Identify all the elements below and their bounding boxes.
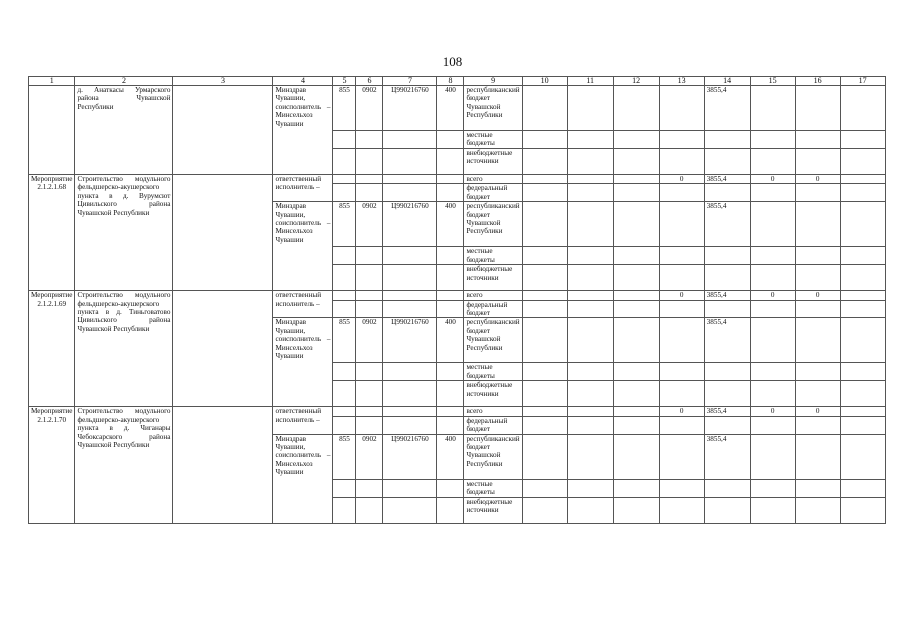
value-cell [522, 149, 567, 175]
value-cell [704, 265, 750, 291]
funding-source: республиканский бюджет Чувашской Республики [464, 318, 522, 363]
value-cell: 3855,4 [704, 407, 750, 416]
value-cell [659, 479, 704, 497]
value-cell [613, 381, 659, 407]
empty-cell [173, 175, 273, 291]
value-cell [613, 300, 659, 318]
column-number: 5 [333, 77, 356, 86]
budget-code-cell [356, 247, 383, 265]
budget-code-cell [383, 363, 437, 381]
budget-code-cell [437, 184, 464, 202]
value-cell [750, 149, 795, 175]
value-cell [840, 497, 885, 523]
event-number: Мероприятие 2.1.2.1.70 [29, 407, 75, 523]
executor-coexecutor: Минздрав Чувашии, соисполнитель – Минсельхоз Чувашии [273, 318, 333, 407]
value-cell [613, 479, 659, 497]
value-cell: 3855,4 [704, 318, 750, 363]
value-cell [795, 381, 840, 407]
value-cell [750, 86, 795, 131]
value-cell [704, 184, 750, 202]
funding-source: республиканский бюджет Чувашской Республики [464, 86, 522, 131]
budget-code-cell [333, 149, 356, 175]
budget-code-cell [356, 131, 383, 149]
value-cell [659, 184, 704, 202]
value-cell: 3855,4 [704, 202, 750, 247]
value-cell [613, 247, 659, 265]
budget-code-cell [437, 407, 464, 416]
budget-code-cell [383, 175, 437, 184]
table-row [29, 291, 886, 300]
value-cell [567, 184, 613, 202]
column-number: 9 [464, 77, 522, 86]
value-cell: 0 [750, 407, 795, 416]
executor-coexecutor: Минздрав Чувашии, соисполнитель – Минсельхоз Чувашии [273, 202, 333, 291]
funding-source: всего [464, 407, 522, 416]
value-cell [840, 416, 885, 434]
budget-code-cell [356, 300, 383, 318]
value-cell [750, 247, 795, 265]
event-name: Строительство модульного фельдшерско-акушерского пункта в д. Тиньговатово Цивильского района Чувашской Республики [75, 291, 173, 407]
value-cell [613, 149, 659, 175]
value-cell [522, 175, 567, 184]
value-cell: 0 [750, 291, 795, 300]
executor-coexecutor: Минздрав Чувашии, соисполнитель – Минсельхоз Чувашии [273, 434, 333, 523]
value-cell [522, 363, 567, 381]
column-number: 7 [383, 77, 437, 86]
value-cell [840, 86, 885, 131]
value-cell [795, 149, 840, 175]
event-number: Мероприятие 2.1.2.1.69 [29, 291, 75, 407]
budget-code-cell [356, 479, 383, 497]
value-cell [840, 434, 885, 479]
budget-code-cell [333, 363, 356, 381]
value-cell [567, 202, 613, 247]
column-number: 13 [659, 77, 704, 86]
value-cell [704, 416, 750, 434]
budget-code-cell [383, 131, 437, 149]
budget-code-cell: 400 [437, 86, 464, 131]
event-name: Строительство модульного фельдшерско-акушерского пункта в д. Чиганары Чебоксарского района Чувашской Республики [75, 407, 173, 523]
value-cell [795, 363, 840, 381]
budget-code-cell [437, 149, 464, 175]
value-cell [840, 291, 885, 300]
value-cell [840, 184, 885, 202]
value-cell [613, 416, 659, 434]
budget-code-cell [383, 497, 437, 523]
value-cell [522, 434, 567, 479]
funding-source: республиканский бюджет Чувашской Республики [464, 202, 522, 247]
value-cell [840, 131, 885, 149]
value-cell [659, 131, 704, 149]
executor-responsible: ответственный исполнитель – [273, 175, 333, 202]
budget-code-cell [437, 247, 464, 265]
column-number: 6 [356, 77, 383, 86]
value-cell [750, 300, 795, 318]
value-cell [522, 291, 567, 300]
budget-code-cell: 0902 [356, 86, 383, 131]
value-cell [795, 300, 840, 318]
budget-code-cell [333, 416, 356, 434]
value-cell [795, 434, 840, 479]
budget-code-cell: 855 [333, 318, 356, 363]
value-cell [795, 318, 840, 363]
budget-code-cell [383, 265, 437, 291]
value-cell [613, 407, 659, 416]
value-cell [567, 131, 613, 149]
column-number: 2 [75, 77, 173, 86]
value-cell: 0 [795, 291, 840, 300]
budget-code-cell [383, 381, 437, 407]
budget-code-cell [356, 497, 383, 523]
value-cell [659, 434, 704, 479]
budget-code-cell [383, 291, 437, 300]
budget-code-cell [356, 149, 383, 175]
value-cell [567, 416, 613, 434]
value-cell [840, 363, 885, 381]
budget-table [28, 76, 886, 524]
value-cell [567, 479, 613, 497]
budget-code-cell: Ц990216760 [383, 202, 437, 247]
funding-source: местные бюджеты [464, 479, 522, 497]
funding-source: республиканский бюджет Чувашской Республики [464, 434, 522, 479]
table-row [29, 86, 886, 131]
budget-code-cell [437, 291, 464, 300]
table-row [29, 175, 886, 184]
value-cell [750, 318, 795, 363]
value-cell [659, 247, 704, 265]
value-cell [840, 265, 885, 291]
budget-code-cell [356, 407, 383, 416]
funding-source: внебюджетные источники [464, 265, 522, 291]
value-cell [750, 363, 795, 381]
funding-source: местные бюджеты [464, 363, 522, 381]
executor-responsible: ответственный исполнитель – [273, 291, 333, 318]
value-cell [567, 434, 613, 479]
column-number: 4 [273, 77, 333, 86]
value-cell [750, 497, 795, 523]
funding-source: федеральный бюджет [464, 416, 522, 434]
budget-code-cell [437, 265, 464, 291]
value-cell: 0 [795, 407, 840, 416]
value-cell [522, 381, 567, 407]
budget-code-cell [356, 265, 383, 291]
budget-code-cell: 0902 [356, 318, 383, 363]
value-cell [613, 202, 659, 247]
value-cell [567, 149, 613, 175]
budget-code-cell [333, 184, 356, 202]
value-cell [840, 381, 885, 407]
event-number: Мероприятие 2.1.2.1.68 [29, 175, 75, 291]
value-cell: 0 [795, 175, 840, 184]
budget-code-cell [333, 407, 356, 416]
value-cell: 3855,4 [704, 86, 750, 131]
value-cell [704, 300, 750, 318]
value-cell [567, 363, 613, 381]
value-cell [750, 381, 795, 407]
column-number: 14 [704, 77, 750, 86]
value-cell [567, 175, 613, 184]
budget-code-cell: 400 [437, 318, 464, 363]
value-cell [750, 184, 795, 202]
value-cell [613, 497, 659, 523]
value-cell [522, 184, 567, 202]
budget-code-cell: 0902 [356, 202, 383, 247]
page-number: 108 [442, 54, 463, 69]
budget-code-cell [383, 479, 437, 497]
value-cell [567, 247, 613, 265]
value-cell [840, 247, 885, 265]
value-cell [704, 381, 750, 407]
budget-code-cell [437, 300, 464, 318]
value-cell [522, 86, 567, 131]
column-number: 16 [795, 77, 840, 86]
executor-responsible: ответственный исполнитель – [273, 407, 333, 434]
value-cell [840, 300, 885, 318]
value-cell [613, 318, 659, 363]
budget-code-cell [437, 363, 464, 381]
funding-source: всего [464, 175, 522, 184]
value-cell [795, 86, 840, 131]
event-number [29, 86, 75, 175]
budget-code-cell: 855 [333, 434, 356, 479]
budget-code-cell [333, 291, 356, 300]
budget-code-cell [437, 381, 464, 407]
value-cell [567, 300, 613, 318]
budget-code-cell [437, 497, 464, 523]
value-cell [522, 131, 567, 149]
funding-source: внебюджетные источники [464, 149, 522, 175]
value-cell [795, 479, 840, 497]
value-cell [795, 247, 840, 265]
budget-code-cell [333, 479, 356, 497]
value-cell [567, 86, 613, 131]
empty-cell [173, 407, 273, 523]
value-cell [567, 265, 613, 291]
value-cell [659, 318, 704, 363]
value-cell [659, 265, 704, 291]
value-cell [613, 434, 659, 479]
budget-code-cell [356, 175, 383, 184]
value-cell: 3855,4 [704, 291, 750, 300]
value-cell [704, 247, 750, 265]
value-cell [613, 265, 659, 291]
budget-code-cell [383, 184, 437, 202]
value-cell [522, 300, 567, 318]
value-cell [659, 202, 704, 247]
funding-source: федеральный бюджет [464, 184, 522, 202]
budget-code-cell [333, 300, 356, 318]
funding-source: местные бюджеты [464, 131, 522, 149]
value-cell [840, 175, 885, 184]
value-cell [840, 149, 885, 175]
budget-code-cell: Ц990216760 [383, 86, 437, 131]
budget-code-cell [333, 175, 356, 184]
budget-code-cell [383, 300, 437, 318]
budget-code-cell: Ц990216760 [383, 434, 437, 479]
empty-cell [173, 291, 273, 407]
value-cell [704, 131, 750, 149]
table-row [29, 407, 886, 416]
column-number: 15 [750, 77, 795, 86]
value-cell: 0 [659, 291, 704, 300]
value-cell [522, 265, 567, 291]
value-cell [522, 416, 567, 434]
budget-code-cell [333, 247, 356, 265]
column-number: 11 [567, 77, 613, 86]
budget-code-cell: 400 [437, 202, 464, 247]
value-cell [522, 247, 567, 265]
value-cell: 0 [659, 175, 704, 184]
value-cell [613, 291, 659, 300]
funding-source: внебюджетные источники [464, 381, 522, 407]
event-name: д. Анаткасы Урмарского района Чувашской Республики [75, 86, 173, 175]
value-cell [795, 265, 840, 291]
value-cell [613, 184, 659, 202]
budget-code-cell [356, 381, 383, 407]
value-cell [567, 318, 613, 363]
funding-source: внебюджетные источники [464, 497, 522, 523]
value-cell [750, 265, 795, 291]
value-cell [704, 497, 750, 523]
budget-code-cell [333, 497, 356, 523]
value-cell [659, 381, 704, 407]
value-cell [659, 497, 704, 523]
column-number: 10 [522, 77, 567, 86]
value-cell [567, 497, 613, 523]
funding-source: всего [464, 291, 522, 300]
value-cell: 0 [659, 407, 704, 416]
budget-code-cell [383, 416, 437, 434]
column-number: 12 [613, 77, 659, 86]
value-cell [659, 363, 704, 381]
value-cell: 3855,4 [704, 434, 750, 479]
value-cell [613, 86, 659, 131]
value-cell [840, 318, 885, 363]
column-number: 1 [29, 77, 75, 86]
value-cell [795, 497, 840, 523]
budget-code-cell [383, 247, 437, 265]
column-number-row [29, 77, 886, 86]
value-cell [840, 202, 885, 247]
budget-code-cell: 0902 [356, 434, 383, 479]
budget-code-cell [437, 416, 464, 434]
value-cell [659, 416, 704, 434]
value-cell [567, 291, 613, 300]
value-cell [659, 86, 704, 131]
value-cell [613, 363, 659, 381]
column-number: 17 [840, 77, 885, 86]
value-cell [613, 175, 659, 184]
value-cell [567, 407, 613, 416]
value-cell [659, 149, 704, 175]
value-cell [704, 363, 750, 381]
value-cell: 3855,4 [704, 175, 750, 184]
value-cell [613, 131, 659, 149]
funding-source: федеральный бюджет [464, 300, 522, 318]
event-name: Строительство модульного фельдшерско-акушерского пункта в д. Вурумсют Цивильского района Чувашской Республики [75, 175, 173, 291]
budget-code-cell [356, 416, 383, 434]
budget-code-cell [333, 265, 356, 291]
budget-code-cell [356, 184, 383, 202]
budget-code-cell [383, 407, 437, 416]
value-cell [795, 202, 840, 247]
value-cell [522, 497, 567, 523]
value-cell [522, 479, 567, 497]
value-cell [522, 202, 567, 247]
value-cell [522, 318, 567, 363]
budget-code-cell: 855 [333, 202, 356, 247]
budget-code-cell [437, 479, 464, 497]
budget-code-cell [437, 131, 464, 149]
value-cell [840, 479, 885, 497]
budget-code-cell [333, 131, 356, 149]
value-cell [659, 300, 704, 318]
value-cell [795, 416, 840, 434]
funding-source: местные бюджеты [464, 247, 522, 265]
value-cell [750, 479, 795, 497]
empty-cell [173, 86, 273, 175]
budget-code-cell [437, 175, 464, 184]
budget-code-cell: 855 [333, 86, 356, 131]
value-cell [704, 479, 750, 497]
value-cell [522, 407, 567, 416]
value-cell [840, 407, 885, 416]
value-cell [795, 131, 840, 149]
value-cell [750, 202, 795, 247]
column-number: 8 [437, 77, 464, 86]
value-cell [750, 416, 795, 434]
value-cell [795, 184, 840, 202]
executor-coexecutor: Минздрав Чувашии, соисполнитель – Минсельхоз Чувашии [273, 86, 333, 175]
value-cell [704, 149, 750, 175]
budget-code-cell [356, 291, 383, 300]
budget-code-cell: 400 [437, 434, 464, 479]
value-cell [750, 434, 795, 479]
column-number: 3 [173, 77, 273, 86]
budget-code-cell [333, 381, 356, 407]
value-cell [750, 131, 795, 149]
budget-code-cell [383, 149, 437, 175]
value-cell [567, 381, 613, 407]
budget-code-cell [356, 363, 383, 381]
budget-code-cell: Ц990216760 [383, 318, 437, 363]
value-cell: 0 [750, 175, 795, 184]
